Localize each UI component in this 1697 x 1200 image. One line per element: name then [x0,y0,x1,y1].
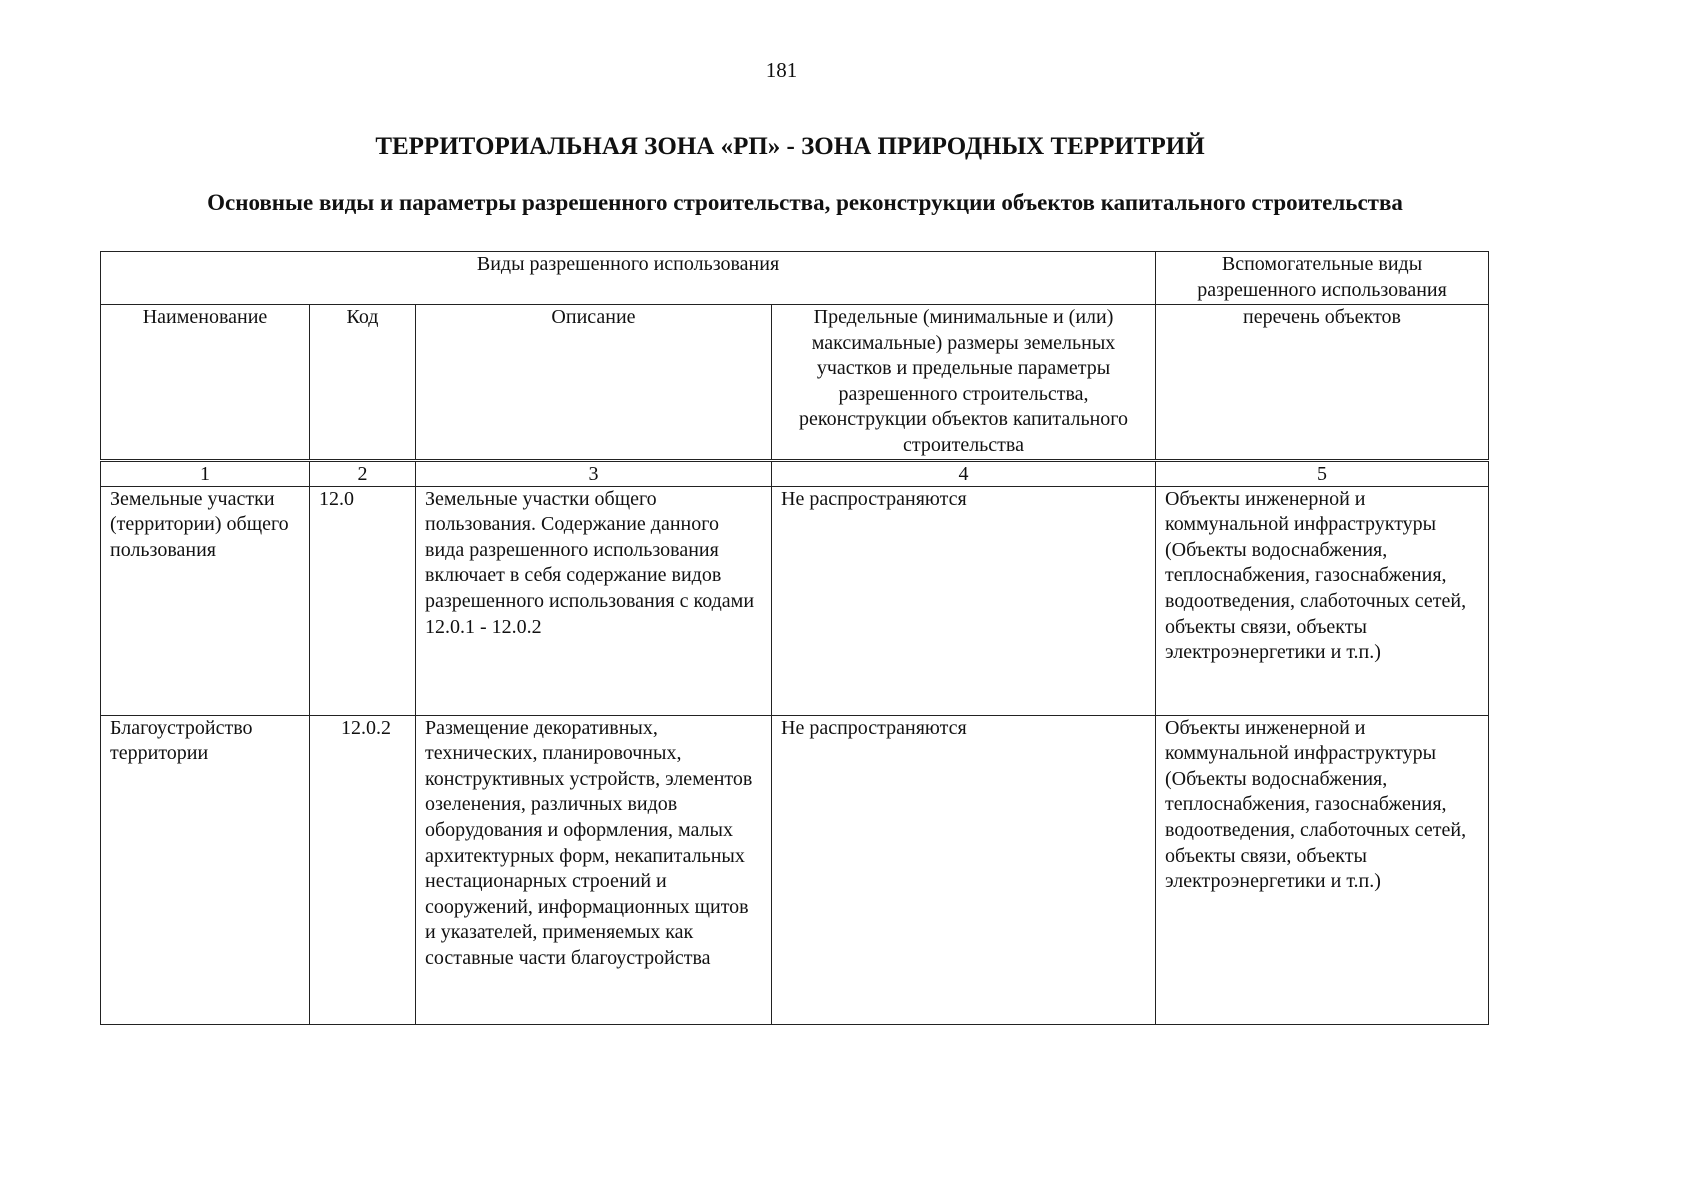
group-header-main: Виды разрешенного использования [101,252,1156,305]
table-row [101,486,1489,715]
cell-code: 12.0 [310,486,416,715]
column-header-code: Код [310,305,416,461]
zone-title: ТЕРРИТОРИАЛЬНАЯ ЗОНА «РП» - ЗОНА ПРИРОДНЫХ ТЕРРИТРИЙ [375,133,1205,160]
cell-code: 12.0.2 [310,715,416,1024]
cell-description: Земельные участки общего пользования. Содержание данного вида разрешенного использования включает в себя содержание видов разрешенного использования с кодами 12.0.1 - 12.0.2 [416,486,772,715]
column-header-limits: Предельные (минимальные и (или) максимальные) размеры земельных участков и предельные параметры разрешенного строительства, реконструкции объектов капитального строительства [772,305,1156,461]
column-header-objects: перечень объектов [1156,305,1489,461]
table-row [101,715,1489,1024]
cell-name: Благоустройство территории [101,715,310,1024]
cell-limits: Не распространяются [772,715,1156,1024]
group-header-aux: Вспомогательные виды разрешенного использования [1156,252,1489,305]
cell-name: Земельные участки (территории) общего пользования [101,486,310,715]
column-number: 2 [310,460,416,486]
column-number: 4 [772,460,1156,486]
column-number: 3 [416,460,772,486]
section-subtitle: Основные виды и параметры разрешенного строительства, реконструкции объектов капитального строительства [207,190,1403,215]
table-column-header-row [101,305,1489,461]
page-number: 181 [765,58,798,82]
column-number: 5 [1156,460,1489,486]
cell-objects: Объекты инженерной и коммунальной инфраструктуры (Объекты водоснабжения, теплоснабжения, газоснабжения, водоотведения, слаботочных сетей, объекты связи, объекты электроэнергетики и т.п.) [1156,715,1489,1024]
column-header-description: Описание [416,305,772,461]
column-number-row [101,460,1489,486]
regulations-table [100,251,1489,1025]
cell-objects: Объекты инженерной и коммунальной инфраструктуры (Объекты водоснабжения, теплоснабжения, газоснабжения, водоотведения, слаботочных сетей, объекты связи, объекты электроэнергетики и т.п.) [1156,486,1489,715]
column-number: 1 [101,460,310,486]
cell-limits: Не распространяются [772,486,1156,715]
cell-description: Размещение декоративных, технических, планировочных, конструктивных устройств, элементов озеленения, различных видов оборудования и оформления, малых архитектурных форм, некапитальных нестационарных строений и сооружений, информационных щитов и указателей, применяемых как составные части благоустройства [416,715,772,1024]
table-group-header-row [101,252,1489,305]
column-header-name: Наименование [101,305,310,461]
